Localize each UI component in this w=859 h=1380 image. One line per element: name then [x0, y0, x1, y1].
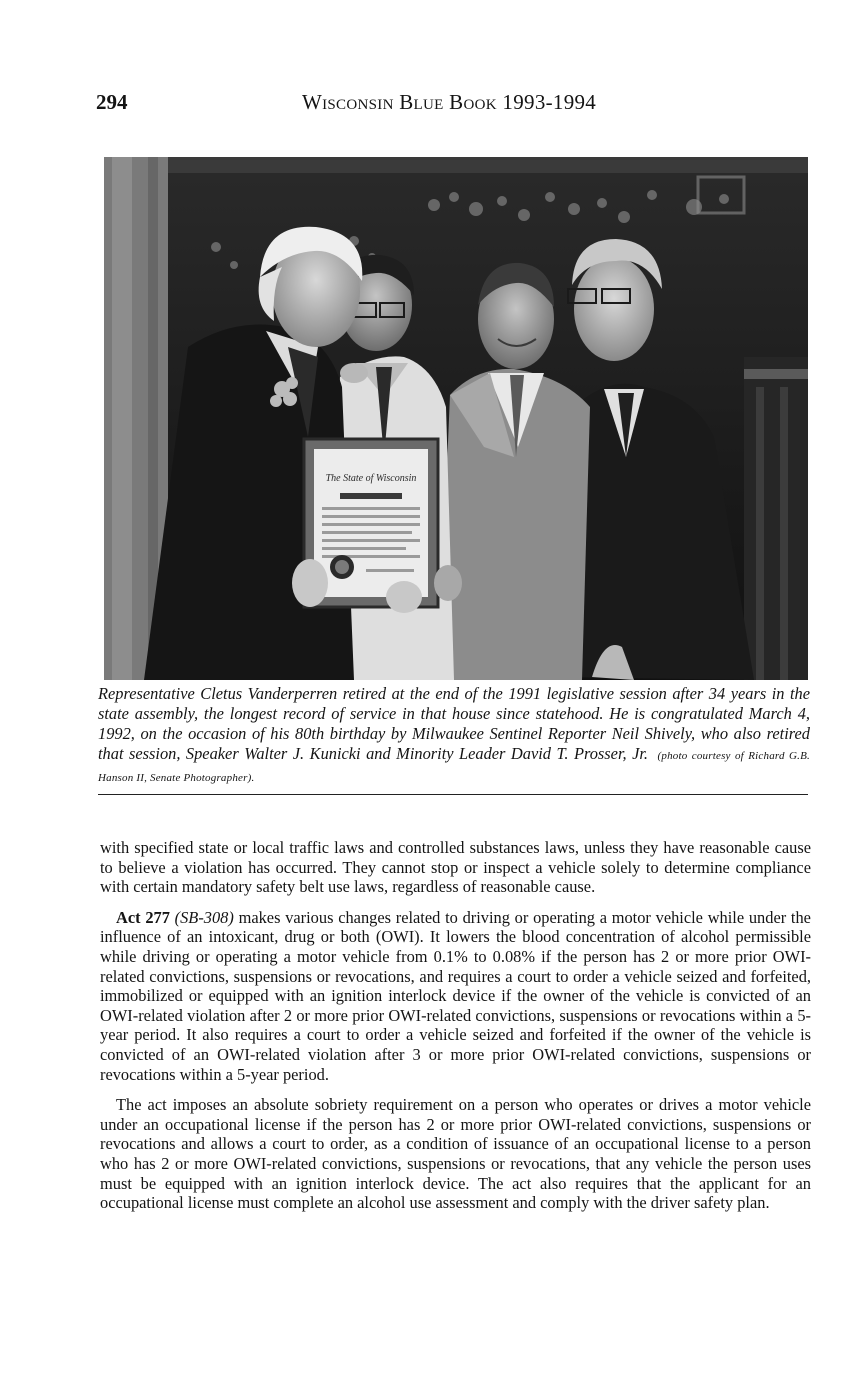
caption-divider [98, 794, 808, 795]
act-number: Act 277 [116, 907, 170, 927]
photo-caption [98, 684, 810, 788]
certificate-heading: The State of Wisconsin [325, 473, 417, 484]
body-text [100, 838, 811, 1224]
paragraph-2 [100, 908, 811, 1084]
paragraph-1: with specified state or local traffic laws and controlled substances laws, unless they have reasonable cause to believe a violation has occurred. They cannot stop or inspect a vehicle solely to determine compliance with certain mandatory safety belt use laws, regardless of reasonable cause. [100, 838, 811, 897]
caption-text: Representative Cletus Vanderperren retired at the end of the 1991 legislative session after 34 years in the state assembly, the longest record of service in that house since statehood. He is congratulated March 4, 1992, on the occasion of his 80th birthday by Milwaukee Sentinel Reporter Neil Shively, who also retired that session, Speaker Walter J. Kunicki and Minority Leader David T. Prosser, Jr. [98, 684, 810, 763]
paragraph-3: The act imposes an absolute sobriety requirement on a person who operates or drives a motor vehicle under an occupational license if the person has 2 or more prior OWI-related convictions, suspensions or revocations and allows a court to order, as a condition of issuance of an occupational license to a person who has 2 or more OWI-related convictions, suspensions or revocations, that any vehicle the person uses must be equipped with an ignition interlock device. The act also requires that the applicant for an occupational license must complete an alcohol use assessment and comply with the driver safety plan. [100, 1095, 811, 1213]
photo-illustration [104, 157, 808, 680]
act-description: makes various changes related to driving or operating a motor vehicle while under the influence of an intoxicant, drug or both (OWI). It lowers the blood concentration of alcohol permissible while driving or operating a motor vehicle from 0.1% to 0.08% if the person has 2 or more prior OWI-related convictions, suspensions or revocations, and requires a court to order a vehicle seized and forfeited, immobilized or equipped with an ignition interlock device if the owner of the vehicle is convicted of an OWI-related violation after 2 or more prior OWI-related convictions, suspensions or revocations within a 5-year period. It also requires a court to order a vehicle seized and forfeited if the owner of the vehicle is convicted of an OWI-related violation after 3 or more prior OWI-related convictions, suspensions or revocations within a 5-year period. [100, 907, 811, 1084]
running-head: Wisconsin Blue Book 1993-1994 [302, 90, 597, 114]
photo-credit: (photo courtesy of Richard G.B. Hanson II, Senate Photographer). [98, 750, 810, 784]
bill-number: (SB-308) [174, 907, 234, 927]
page-number: 294 [96, 90, 128, 114]
photograph [104, 157, 808, 680]
